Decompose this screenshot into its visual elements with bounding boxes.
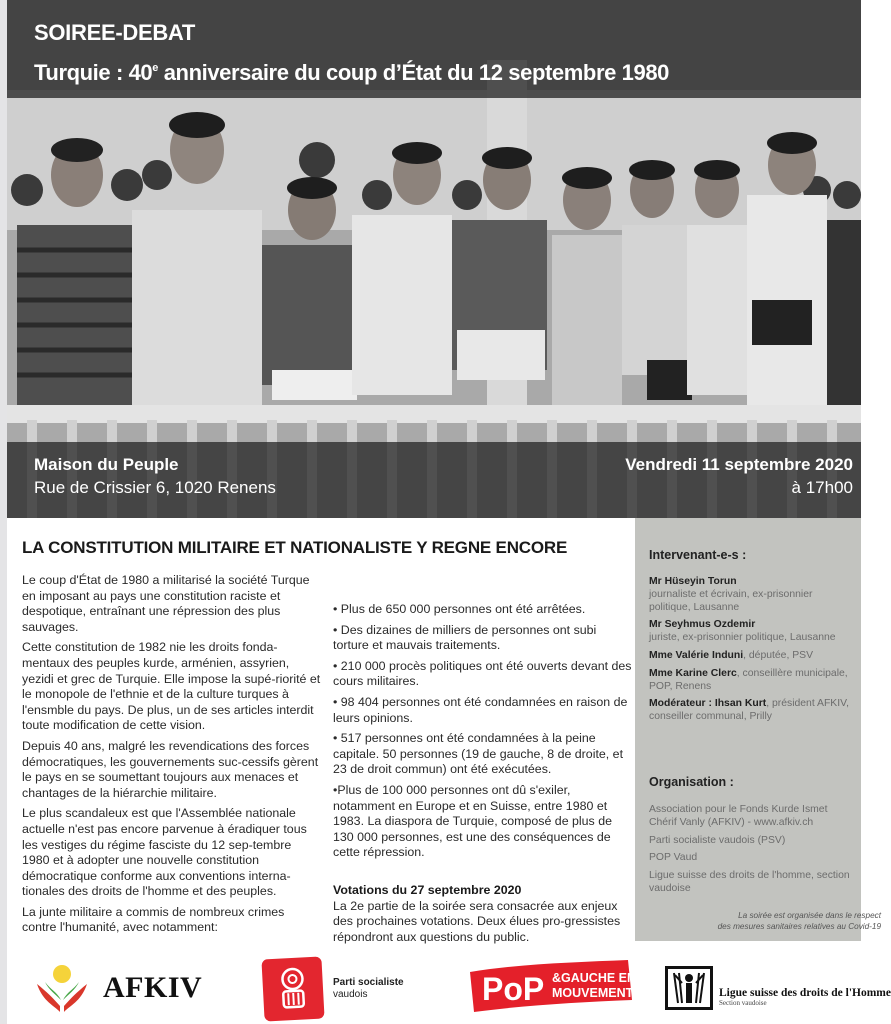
article-column-1	[22, 573, 322, 941]
event-datetime	[625, 455, 853, 498]
votations-section	[333, 883, 633, 945]
speaker-role: , président AFKIV,	[766, 698, 849, 710]
speaker-role: politique, Lausanne	[649, 601, 740, 613]
event-date: Vendredi 11 septembre 2020	[625, 455, 853, 474]
article-paragraph: Le plus scandaleux est que l'Assemblée nationale actuelle n'est pas encore parvenue à éradiquer tous les vestiges du régime fasciste du 12 sep-tembre 1980 et à adopter une nouvelle constitution démocratique conforme aux conventions interna-tionales des droits de l'homme et des peuples.	[22, 806, 307, 899]
ps-rose-icon	[261, 956, 324, 1021]
side-panel	[635, 518, 881, 941]
pop-wordmark: PoP	[482, 971, 545, 1007]
partner-logos	[0, 950, 891, 1024]
event-headline	[34, 60, 669, 86]
ligue-name	[719, 987, 891, 1007]
speaker-role: journaliste et écrivain, ex-prisonnier	[649, 588, 813, 600]
votations-title: Votations du 27 septembre 2020	[333, 883, 522, 897]
pop-logo	[468, 960, 637, 1012]
article-title: LA CONSTITUTION MILITAIRE ET NATIONALISTE Y REGNE ENCORE	[22, 538, 568, 557]
left-margin	[0, 0, 7, 1024]
crime-bullet: • 98 404 personnes ont été condamnées en raison de leurs opinions.	[333, 694, 628, 725]
ligue-name-line-1: Ligue suisse des droits de l'Homme	[719, 987, 891, 999]
organisation-item: Ligue suisse des droits de l'homme, section vaudoise	[649, 870, 850, 894]
pop-subtitle-1: &GAUCHE EN	[552, 971, 637, 985]
speaker-item	[649, 668, 861, 694]
speaker-role: juriste, ex-prisonnier politique, Lausanne	[649, 632, 836, 644]
hero-photo	[7, 0, 861, 518]
speaker-name: Mme Karine Clerc	[649, 667, 737, 679]
speaker-item	[649, 650, 861, 663]
speaker-name: Modérateur : Ihsan Kurt	[649, 698, 767, 710]
speaker-role: conseiller communal, Prilly	[649, 711, 772, 723]
event-time: à 17h00	[791, 478, 853, 497]
speaker-item	[649, 576, 861, 614]
headline-superscript: e	[152, 62, 158, 74]
article-paragraph: Depuis 40 ans, malgré les revendications des forces démocratiques, les gouvernements suc-cessifs gèrent le pays en se soumettant toujours aux menaces et chantages de la hiérarchie militaire.	[22, 738, 319, 800]
covid-note-line-1: La soirée est organisée dans le respect	[738, 911, 881, 920]
afkiv-logo	[33, 962, 202, 1014]
speaker-item	[649, 698, 861, 724]
article-paragraph: Cette constitution de 1982 nie les droits fonda-mentaux des peuples kurde, arménien, assyrien, yezidi et grec de Turquie. Elle impose la supé-riorité et le monopole de l'ethnie et de la culture turques à l'ensmble du pays. De plus, un de ses articles interdit toute modification de cette vision.	[22, 640, 321, 733]
votations-text: La 2e partie de la soirée sera consacrée aux enjeux des prochaines votations. Deux élues pro-gressistes répondront aux questions du public.	[333, 898, 621, 944]
speaker-name: Mr Seyhmus Ozdemir	[649, 619, 756, 631]
event-type: SOIREE-DEBAT	[34, 20, 196, 45]
article-paragraph: La junte militaire a commis de nombreux crimes contre l'humanité, avec notamment:	[22, 904, 285, 935]
crime-bullet: • 517 personnes ont été condamnées à la peine capitale. 50 personnes (19 de gauche, 8 de droite, et 23 de droit commun) ont été exécutées.	[333, 731, 624, 777]
headline-part-2: anniversaire du coup d’État du 12 septembre 1980	[157, 60, 670, 85]
venue-info	[34, 455, 276, 498]
ligue-logo	[665, 966, 891, 1010]
organisation-item: POP Vaud	[649, 852, 698, 864]
speaker-role: , députée, PSV	[743, 649, 814, 661]
organisation-item: Parti socialiste vaudois (PSV)	[649, 834, 786, 846]
ps-logo	[263, 958, 404, 1020]
ps-name-line-1: Parti socialiste	[333, 977, 404, 988]
covid-note	[718, 910, 881, 932]
speakers-title: Intervenant-e-s :	[649, 548, 747, 562]
article-paragraph: Le coup d'État de 1980 a militarisé la société Turque en imposant au pays une constitution raciste et despotique, entraînant une répression des plus sauvages.	[22, 573, 310, 634]
afkiv-hands-icon	[33, 962, 91, 1014]
organisation-item: Association pour le Fonds Kurde Ismet Chérif Vanly (AFKIV) - www.afkiv.ch	[649, 804, 828, 828]
crime-bullet: •Plus de 100 000 personnes ont dû s'exiler, notamment en Europe et en Suisse, entre 1980 et 1983. La diaspora de Turquie, composé de plus de 130 000 personnes, est une des conséquences de cette répression.	[333, 782, 612, 860]
venue-address: Rue de Crissier 6, 1020 Renens	[34, 478, 276, 497]
speaker-role: POP, Renens	[649, 680, 712, 692]
ps-name	[333, 977, 404, 1001]
ps-name-line-2: vaudois	[333, 989, 368, 1000]
crime-bullet: • 210 000 procès politiques ont été ouverts devant des cours militaires.	[333, 658, 632, 689]
speaker-name: Mr Hüseyin Torun	[649, 576, 737, 587]
speakers-list	[649, 576, 861, 724]
organisation-title: Organisation :	[649, 775, 734, 789]
afkiv-wordmark: AFKIV	[103, 971, 203, 1004]
ligue-name-line-2: Section vaudoise	[719, 999, 767, 1007]
crimes-list	[333, 602, 633, 866]
covid-note-line-2: des mesures sanitaires relatives au Covid-19	[717, 922, 881, 931]
crime-bullet: • Des dizaines de milliers de personnes ont subi torture et mauvais traitements.	[333, 622, 597, 653]
venue-name: Maison du Peuple	[34, 455, 179, 474]
speaker-name: Mme Valérie Induni	[649, 649, 744, 661]
ligue-figure-icon	[665, 966, 713, 1010]
crime-bullet: • Plus de 650 000 personnes ont été arrêtées.	[333, 602, 586, 616]
speaker-item	[649, 619, 861, 645]
headline-part-1: Turquie : 40	[34, 60, 153, 85]
pop-subtitle-2: MOUVEMENT	[552, 986, 634, 1000]
organisations-list	[649, 804, 850, 901]
speaker-role: , conseillère municipale,	[736, 667, 848, 679]
